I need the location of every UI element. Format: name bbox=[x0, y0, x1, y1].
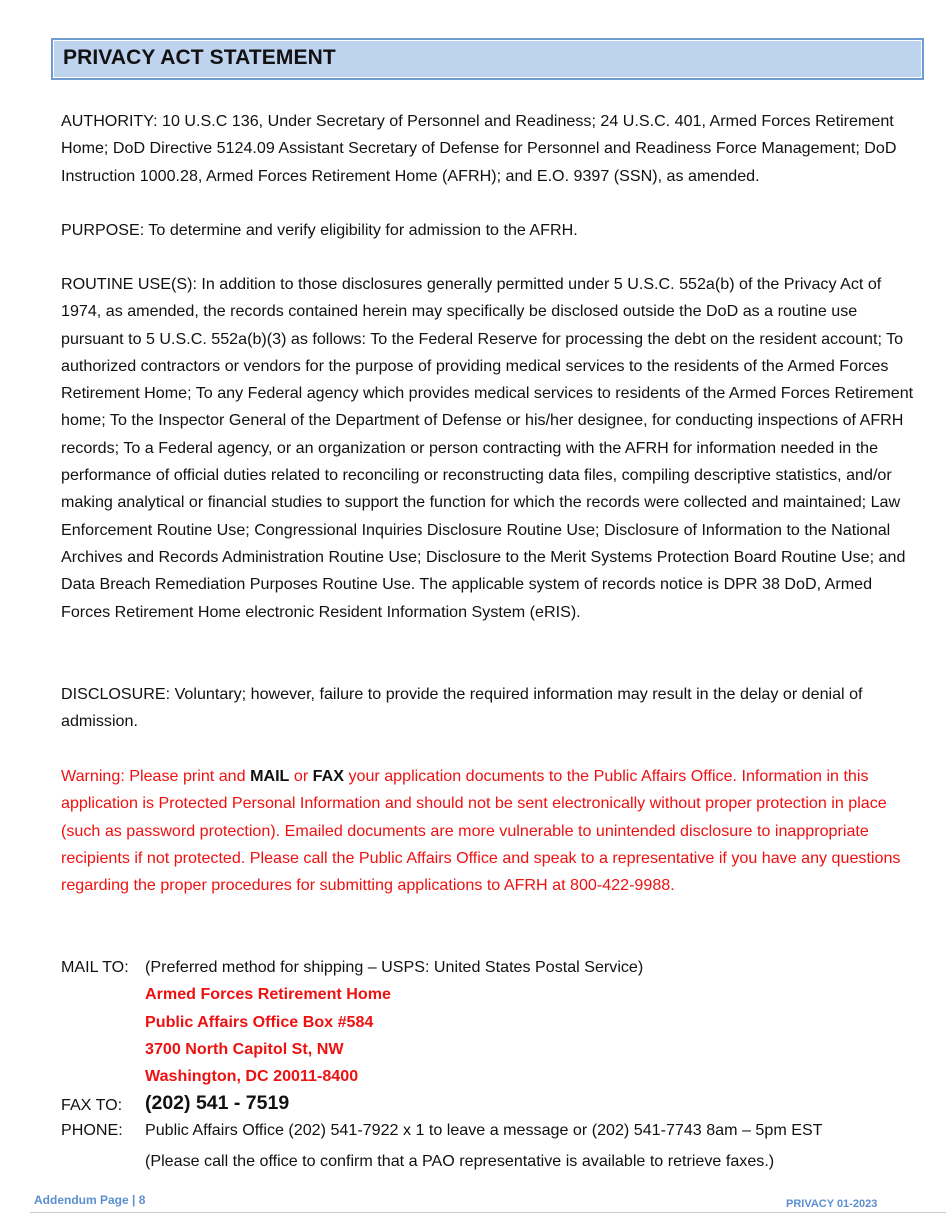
warning-text-end: your application documents to the Public Affairs Office. Information in this application is Protected Personal Information and should not be sent electronically without proper protection in place (such as password protection). Emailed documents are more vulnerable to unintended disclosure to inappropriate recipients if not protected. Please call the Public Affairs Office and speak to a representative if you have any questions regarding the proper procedures for submitting applications to AFRH at 800-422-9988. bbox=[61, 767, 901, 895]
page-title: PRIVACY ACT STATEMENT bbox=[63, 46, 336, 69]
footer-page-number: Addendum Page | 8 bbox=[34, 1193, 146, 1207]
fax-to-label: FAX TO: bbox=[61, 1096, 123, 1114]
warning-fax-word: FAX bbox=[312, 767, 344, 785]
disclosure-paragraph: DISCLOSURE: Voluntary; however, failure to provide the required information may result in the delay or denial of admission. bbox=[61, 685, 863, 731]
warning-paragraph bbox=[61, 763, 921, 899]
address-line: Armed Forces Retirement Home bbox=[145, 985, 391, 1003]
mail-note: (Preferred method for shipping – USPS: United States Postal Service) bbox=[145, 958, 644, 976]
phone-line-1: Public Affairs Office (202) 541-7922 x 1 to leave a message or (202) 541-7743 8am – 5pm EST bbox=[145, 1121, 823, 1139]
purpose-paragraph: PURPOSE: To determine and verify eligibility for admission to the AFRH. bbox=[61, 221, 578, 239]
phone-line-2: (Please call the office to confirm that a PAO representative is available to retrieve faxes.) bbox=[145, 1152, 775, 1170]
routine-use-paragraph: ROUTINE USE(S): In addition to those disclosures generally permitted under 5 U.S.C. 552a(b) of the Privacy Act of 1974, as amended, the records contained herein may specifically be disclosed outside the DoD as a routine use pursuant to 5 U.S.C. 552a(b)(3) as follows: To the Federal Reserve for processing the debt on the resident account; To authorized contractors or vendors for the purpose of providing medical services to the residents of the Armed Forces Retirement Home; To any Federal agency which provides medical services to residents of the Armed Forces Retirement home; To the Inspector General of the Department of Defense or his/her designee, for conducting inspections of AFRH records; To a Federal agency, or an organization or person contracting with the AFRH for information needed in the performance of official duties related to reconciling or reconstructing data files, compiling descriptive statistics, and/or making analytical or financial studies to support the function for which the records were collected and maintained; Law Enforcement Routine Use; Congressional Inquiries Disclosure Routine Use; Disclosure of Information to the National Archives and Records Administration Routine Use; Disclosure to the Merit Systems Protection Board Routine Use; and Data Breach Remediation Purposes Routine Use. The applicable system of records notice is DPR 38 DoD, Armed Forces Retirement Home electronic Resident Information System (eRIS). bbox=[61, 275, 914, 621]
address-line: Public Affairs Office Box #584 bbox=[145, 1013, 374, 1031]
warning-or-word: or bbox=[289, 767, 313, 785]
warning-mail-word: MAIL bbox=[250, 767, 290, 785]
section-header bbox=[51, 38, 924, 80]
fax-number: (202) 541 - 7519 bbox=[145, 1092, 290, 1114]
authority-paragraph: AUTHORITY: 10 U.S.C 136, Under Secretary of Personnel and Readiness; 24 U.S.C. 401, Armed Forces Retirement Home; DoD Directive 5124.09 Assistant Secretary of Defense for Personnel and Readiness Force Management; DoD Instruction 1000.28, Armed Forces Retirement Home (AFRH); and E.O. 9397 (SSN), as amended. bbox=[61, 112, 897, 185]
mail-to-label: MAIL TO: bbox=[61, 958, 129, 976]
address-line: 3700 North Capitol St, NW bbox=[145, 1040, 344, 1058]
footer-divider bbox=[30, 1212, 946, 1213]
phone-label: PHONE: bbox=[61, 1121, 123, 1139]
warning-text-start: Warning: Please print and bbox=[61, 767, 251, 785]
footer-form-id: PRIVACY 01-2023 bbox=[786, 1198, 878, 1210]
address-line: Washington, DC 20011-8400 bbox=[145, 1067, 359, 1085]
